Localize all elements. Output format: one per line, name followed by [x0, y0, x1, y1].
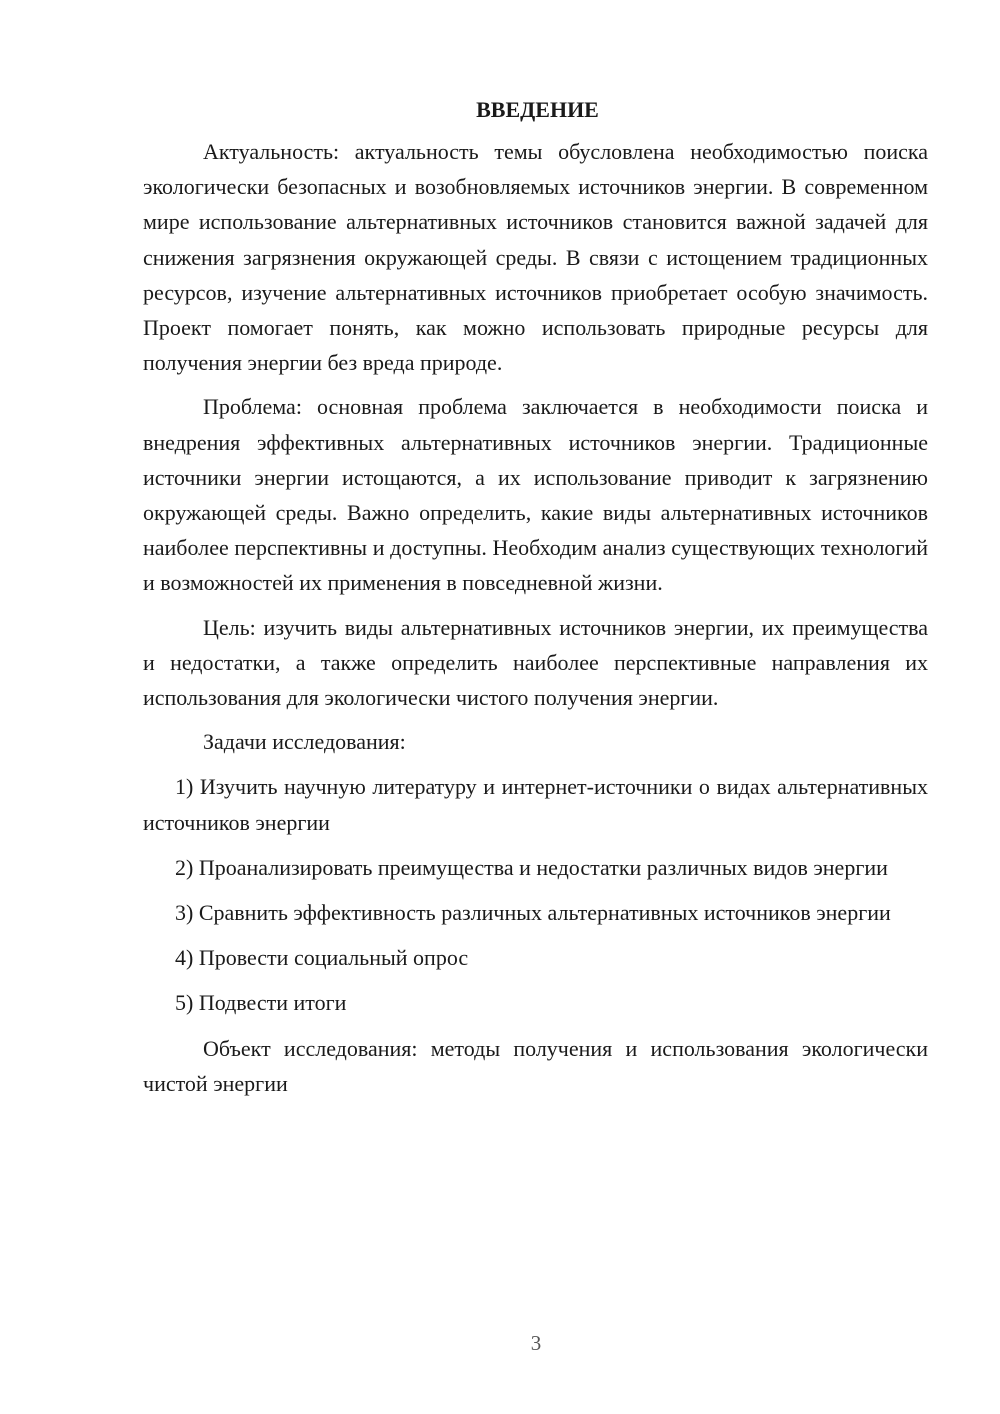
problem-paragraph: Проблема: основная проблема заключается в необходимости поиска и внедрения эффективных альтернативных источников энергии. Традиционные источники энергии истощаются, а их использование приводит к загрязнению окружающей среды. Важно определить, какие виды альтернативных источников наиболее перспективны и доступны. Необходим анализ существующих технологий и возможностей их применения в повседневной жизни.	[143, 394, 928, 596]
list-item: 5) Подвести итоги	[175, 990, 347, 1016]
section-title: ВВЕДЕНИЕ	[476, 97, 599, 122]
page-content	[143, 92, 928, 1101]
page-number: 3	[530, 1331, 542, 1355]
tasks-list	[143, 769, 928, 1020]
tasks-heading: Задачи исследования:	[203, 729, 406, 755]
goal-paragraph: Цель: изучить виды альтернативных источников энергии, их преимущества и недостатки, а также определить наиболее перспективные направления их использования для экологически чистого получения энергии.	[143, 614, 928, 711]
list-item: 4) Провести социальный опрос	[175, 945, 469, 971]
list-item: 2) Проанализировать преимущества и недостатки различных видов энергии	[175, 854, 888, 880]
list-item: 3) Сравнить эффективность различных альтернативных источников энергии	[175, 900, 891, 926]
object-paragraph: Объект исследования: методы получения и использования экологически чистой энергии	[143, 1035, 928, 1096]
list-item: 1) Изучить научную литературу и интернет-источники о видах альтернативных источников энергии	[143, 774, 928, 835]
relevance-paragraph: Актуальность: актуальность темы обусловлена необходимостью поиска экологически безопасных и возобновляемых источников энергии. В современном мире использование альтернативных источников становится важной задачей для снижения загрязнения окружающей среды. В связи с истощением традиционных ресурсов, изучение альтернативных источников приобретает особую значимость. Проект помогает понять, как можно использовать природные ресурсы для получения энергии без вреда природе.	[143, 139, 928, 376]
